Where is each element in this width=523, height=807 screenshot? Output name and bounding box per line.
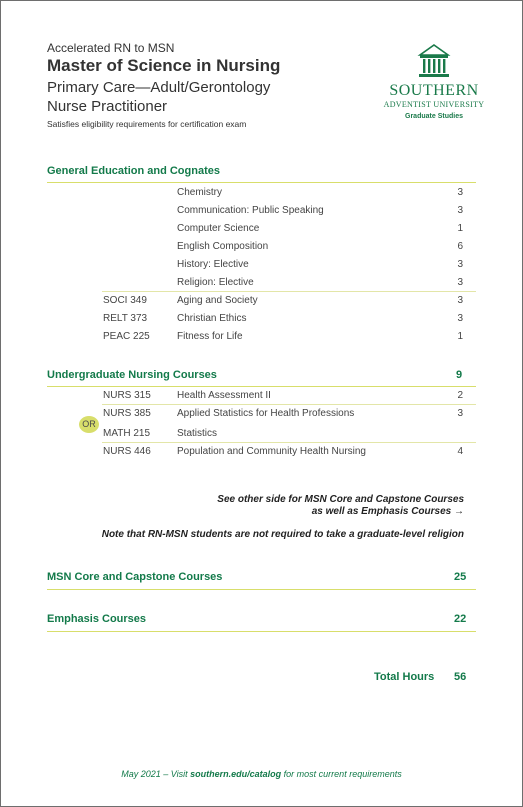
or-badge: OR [79,416,99,433]
course-hours: 3 [457,259,463,270]
course-name: History: Elective [177,259,249,270]
table-row [47,408,463,426]
catalog-link[interactable]: southern.edu/catalog [190,769,282,779]
course-code: NURS 315 [103,390,151,401]
course-name: Christian Ethics [177,313,247,324]
course-name: Computer Science [177,223,260,234]
course-hours: 3 [457,295,463,306]
course-name: Communication: Public Speaking [177,205,324,216]
page-title: Master of Science in Nursing [47,56,281,75]
program-subtitle [47,78,270,116]
course-hours: 1 [457,223,463,234]
msn-core-hours: 25 [454,571,467,583]
table-row [47,390,463,408]
course-code: NURS 385 [103,408,151,419]
footer-prefix: May 2021 – Visit [121,769,191,779]
course-hours: 3 [457,313,463,324]
subtitle-line-2: Nurse Practitioner [47,98,168,115]
religion-note: Note that RN-MSN students are not required to take a graduate-level religion [101,529,464,540]
program-kicker: Accelerated RN to MSN [47,41,175,55]
table-row [47,295,463,313]
row-divider [102,404,476,405]
row-divider [102,442,476,443]
course-hours: 3 [457,187,463,198]
course-name: Chemistry [177,187,223,198]
table-row [47,187,463,205]
logo-subtitle: ADVENTIST UNIVERSITY [383,100,485,109]
course-code: MATH 215 [103,428,151,439]
general-ed-heading: General Education and Cognates [47,165,220,177]
course-hours: 2 [457,390,463,401]
logo-division: Graduate Studies [405,113,463,120]
university-logo [378,43,490,123]
emphasis-rule [47,631,476,632]
course-hours: 3 [457,277,463,288]
total-hours-value: 56 [454,671,467,683]
undergrad-rule [47,386,476,387]
row-divider [102,291,476,292]
course-hours: 6 [457,241,463,252]
table-row [47,259,463,277]
course-name: Fitness for Life [177,331,243,342]
course-name: English Composition [177,241,269,252]
see-other-side-note [217,494,464,518]
logo-name: SOUTHERN [389,82,479,99]
msn-core-heading: MSN Core and Capstone Courses [47,571,223,583]
course-name: Health Assessment II [177,390,271,401]
course-hours: 1 [457,331,463,342]
table-row [47,313,463,331]
see-other-line-2: as well as Emphasis Courses → [311,506,464,517]
footer-suffix: for most current requirements [281,769,402,779]
table-row [47,223,463,241]
subtitle-line-1: Primary Care—Adult/Gerontology [47,79,271,96]
footer-note [0,769,523,779]
undergrad-heading: Undergraduate Nursing Courses [47,369,217,381]
course-name: Religion: Elective [177,277,254,288]
msn-core-rule [47,589,476,590]
table-row [47,428,463,446]
course-hours: 3 [457,408,463,419]
general-ed-rule [47,182,476,183]
course-code: RELT 373 [103,313,148,324]
course-code: SOCI 349 [103,295,147,306]
table-row [47,205,463,223]
course-name: Statistics [177,428,218,439]
see-other-line-1: See other side for MSN Core and Capstone Courses [217,494,464,505]
course-code: PEAC 225 [103,331,150,342]
table-row [47,277,463,295]
table-row [47,241,463,259]
course-name: Applied Statistics for Health Professions [177,408,355,419]
course-hours: 3 [457,205,463,216]
course-hours: 4 [457,446,463,457]
table-row [47,446,463,464]
building-columns-icon [417,43,451,79]
emphasis-hours: 22 [454,613,467,625]
course-name: Population and Community Health Nursing [177,446,366,457]
emphasis-heading: Emphasis Courses [47,613,147,625]
course-name: Aging and Society [177,295,258,306]
undergrad-hours: 9 [456,369,463,381]
table-row [47,331,463,349]
course-code: NURS 446 [103,446,151,457]
eligibility-note: Satisfies eligibility requirements for certification exam [47,119,247,129]
total-hours-label: Total Hours [374,671,435,683]
